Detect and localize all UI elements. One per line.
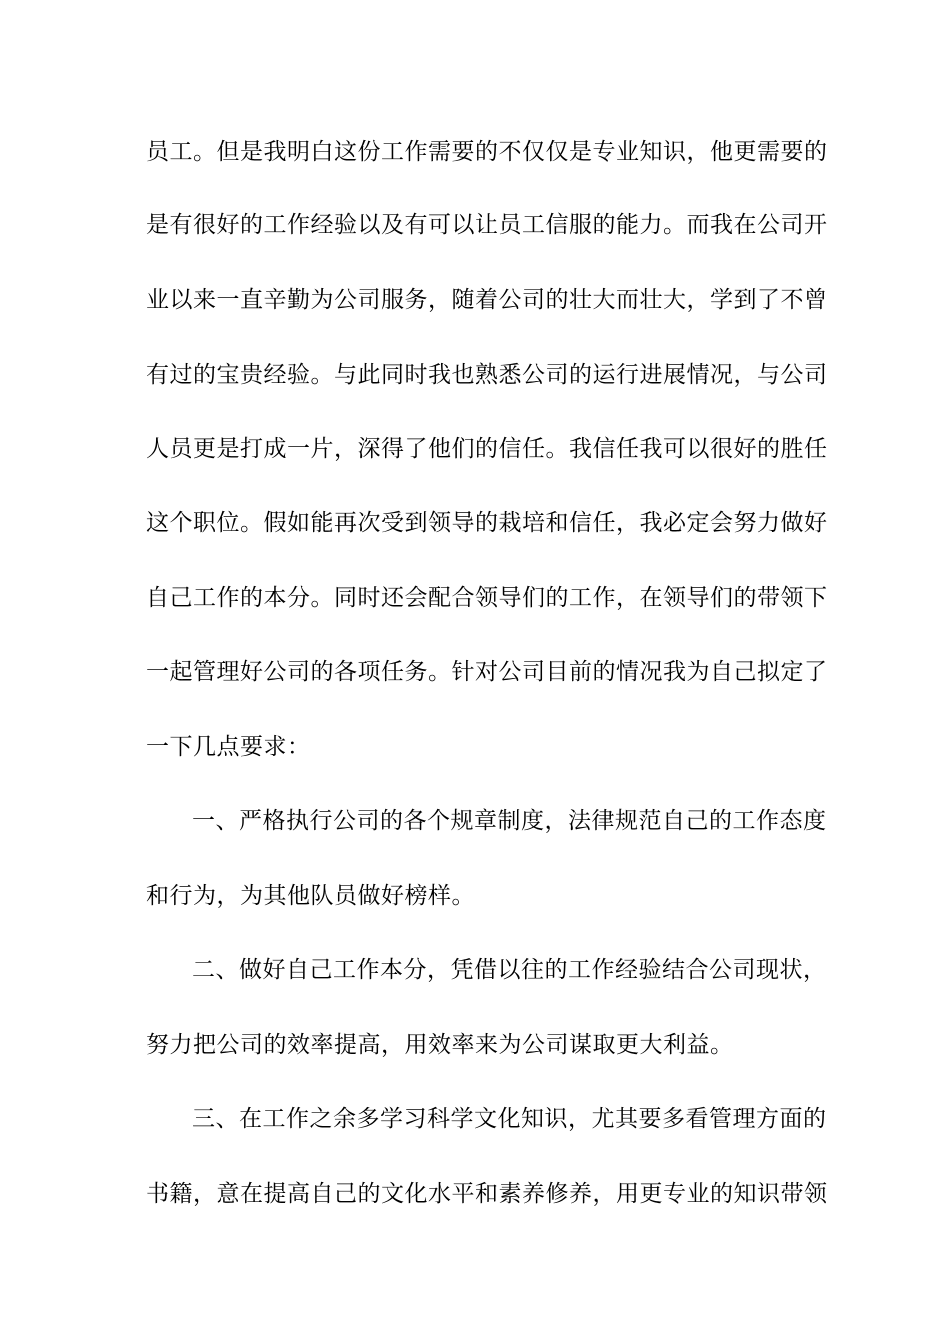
text-line: 自己工作的本分。同时还会配合领导们的工作，在领导们的带领下 — [146, 585, 828, 611]
text-line: 业以来一直辛勤为公司服务，随着公司的壮大而壮大，学到了不曾 — [146, 287, 828, 313]
text-line: 有过的宝贵经验。与此同时我也熟悉公司的运行进展情况，与公司 — [146, 362, 828, 388]
text-line: 书籍，意在提高自己的文化水平和素养修养，用更专业的知识带领 — [146, 1181, 828, 1207]
text-line: 是有很好的工作经验以及有可以让员工信服的能力。而我在公司开 — [146, 212, 828, 238]
text-line: 一、严格执行公司的各个规章制度，法律规范自己的工作态度 — [192, 808, 827, 834]
text-line: 人员更是打成一片，深得了他们的信任。我信任我可以很好的胜任 — [146, 436, 828, 462]
text-line: 三、在工作之余多学习科学文化知识，尤其要多看管理方面的 — [192, 1106, 827, 1132]
text-line: 这个职位。假如能再次受到领导的栽培和信任，我必定会努力做好 — [146, 510, 828, 536]
text-line: 努力把公司的效率提高，用效率来为公司谋取更大利益。 — [146, 1032, 734, 1058]
text-line: 一起管理好公司的各项任务。针对公司目前的情况我为自己拟定了 — [146, 659, 828, 685]
text-line: 一下几点要求： — [146, 734, 311, 760]
text-line: 和行为，为其他队员做好榜样。 — [146, 883, 475, 909]
text-line: 员工。但是我明白这份工作需要的不仅仅是专业知识，他更需要的 — [146, 139, 828, 165]
text-line: 二、做好自己工作本分，凭借以往的工作经验结合公司现状， — [192, 957, 827, 983]
